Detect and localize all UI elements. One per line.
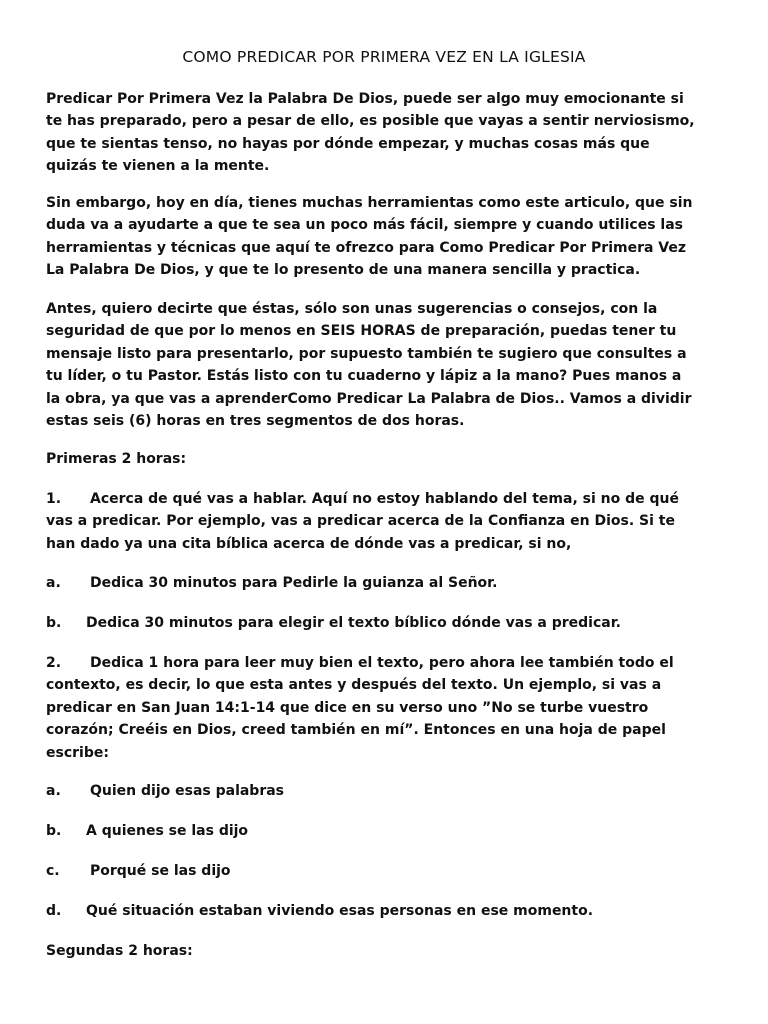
list-marker: 1.	[46, 491, 62, 507]
text-line: quizás te vienen a la mente.	[46, 158, 270, 175]
text-line: que te sientas tenso, no hayas por dónde empezar, y muchas cosas más que	[46, 135, 650, 152]
text-line: Dedica 30 minutos para elegir el texto bíblico dónde vas a predicar.	[86, 615, 621, 631]
list-item-1b	[46, 612, 736, 634]
text-line: Qué situación estaban viviendo esas personas en ese momento.	[86, 903, 594, 919]
text-line: Dedica 30 minutos para Pedirle la guianza al Señor.	[90, 575, 498, 591]
text-line: tu líder, o tu Pastor. Estás listo con tu cuaderno y lápiz a la mano? Pues manos a	[46, 368, 682, 385]
text-line: corazón; Creéis en Dios, creed también en mí”. Entonces en una hoja de papel	[46, 722, 666, 739]
text-line: Predicar Por Primera Vez la Palabra De Dios, puede ser algo muy emocionante si	[46, 91, 684, 107]
paragraph-suggestions	[46, 298, 736, 432]
heading-text: Segundas 2 horas:	[46, 943, 193, 959]
document-title: COMO PREDICAR POR PRIMERA VEZ EN LA IGLESIA	[182, 48, 586, 66]
text-line: te has preparado, pero a pesar de ello, es posible que vayas a sentir nerviosismo,	[46, 113, 695, 130]
text-line: A quienes se las dijo	[86, 823, 249, 839]
text-line: estas seis (6) horas en tres segmentos de dos horas.	[46, 413, 465, 430]
text-line: contexto, es decir, lo que esta antes y después del texto. Un ejemplo, si vas a	[46, 677, 662, 694]
list-item-2c	[46, 860, 736, 882]
list-marker: a.	[46, 575, 61, 591]
text-line: seguridad de que por lo menos en SEIS HORAS de preparación, puedas tener tu	[46, 323, 677, 340]
heading-text: Primeras 2 horas:	[46, 451, 187, 467]
list-marker: a.	[46, 783, 61, 799]
text-line: Acerca de qué vas a hablar. Aquí no estoy hablando del tema, si no de qué	[90, 491, 679, 507]
paragraph-intro	[46, 88, 736, 178]
paragraph-tools	[46, 192, 736, 282]
text-line: escribe:	[46, 744, 109, 761]
section-heading-first	[46, 448, 736, 470]
list-item-2b	[46, 820, 736, 842]
list-item-1a	[46, 572, 736, 594]
text-line: han dado ya una cita bíblica acerca de dónde vas a predicar, si no,	[46, 535, 572, 552]
text-line: Porqué se las dijo	[90, 863, 231, 879]
list-marker: c.	[46, 863, 60, 879]
list-marker: d.	[46, 903, 62, 919]
text-line: Dedica 1 hora para leer muy bien el texto, pero ahora lee también todo el	[90, 655, 674, 671]
section-heading-second	[46, 940, 736, 962]
list-item-1	[46, 488, 736, 555]
list-item-2	[46, 652, 736, 764]
list-item-2a	[46, 780, 736, 802]
list-marker: b.	[46, 615, 62, 631]
list-marker: b.	[46, 823, 62, 839]
text-line: Quien dijo esas palabras	[90, 783, 285, 799]
text-line: vas a predicar. Por ejemplo, vas a predicar acerca de la Confianza en Dios. Si te	[46, 513, 675, 530]
list-item-2d	[46, 900, 736, 922]
text-line: la obra, ya que vas a aprenderComo Predicar La Palabra de Dios.. Vamos a dividir	[46, 390, 692, 407]
list-marker: 2.	[46, 655, 62, 671]
text-line: Antes, quiero decirte que éstas, sólo son unas sugerencias o consejos, con la	[46, 301, 658, 317]
text-line: duda va a ayudarte a que te sea un poco más fácil, siempre y cuando utilices las	[46, 217, 683, 234]
text-line: La Palabra De Dios, y que te lo presento de una manera sencilla y practica.	[46, 262, 641, 279]
text-line: Sin embargo, hoy en día, tienes muchas herramientas como este articulo, que sin	[46, 195, 693, 211]
text-line: herramientas y técnicas que aquí te ofrezco para Como Predicar Por Primera Vez	[46, 239, 687, 256]
text-line: predicar en San Juan 14:1-14 que dice en su verso uno ”No se turbe vuestro	[46, 699, 649, 716]
text-line: mensaje listo para presentarlo, por supuesto también te sugiero que consultes a	[46, 345, 687, 362]
